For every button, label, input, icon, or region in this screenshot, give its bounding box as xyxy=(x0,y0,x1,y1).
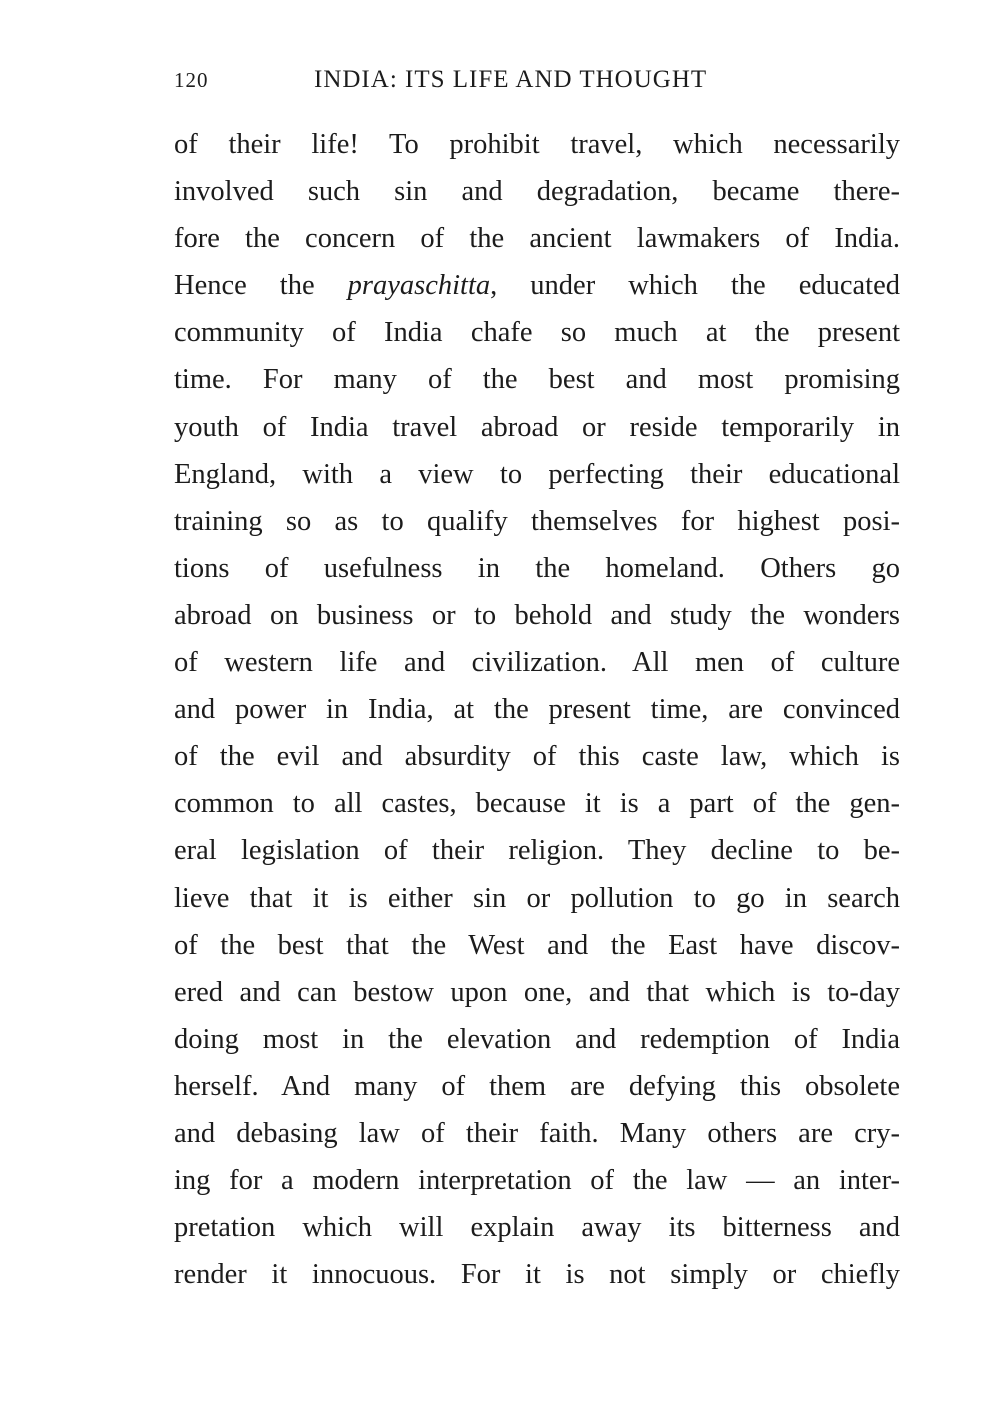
page-number: 120 xyxy=(174,68,209,92)
italic-term: prayaschitta xyxy=(347,270,491,302)
text-line: community of India chafe so much at the present xyxy=(174,317,900,349)
text-line: doing most in the elevation and redemption of India xyxy=(174,1023,900,1055)
text-line: and debasing law of their faith. Many others are cry- xyxy=(174,1117,900,1149)
text-line: of the best that the West and the East have discov- xyxy=(174,929,900,961)
text-line: tions of usefulness in the homeland. Others go xyxy=(174,552,900,584)
text-line: lieve that it is either sin or pollution to go in search xyxy=(174,882,900,914)
text-line: youth of India travel abroad or reside temporarily in xyxy=(174,411,900,443)
text-line: England, with a view to perfecting their educational xyxy=(174,458,900,490)
text-line: of western life and civilization. All men of culture xyxy=(174,647,900,679)
text-line: time. For many of the best and most promising xyxy=(174,364,900,396)
text-line: and power in India, at the present time, are convinced xyxy=(174,694,900,726)
text-line: abroad on business or to behold and study the wonders xyxy=(174,599,900,631)
text-line: eral legislation of their religion. They decline to be- xyxy=(174,835,900,867)
text-line: pretation which will explain away its bitterness and xyxy=(174,1212,900,1244)
text-segment: , under which the educated xyxy=(490,270,900,302)
text-line: involved such sin and degradation, became there- xyxy=(174,176,900,208)
text-line: render it innocuous. For it is not simply or chiefly xyxy=(174,1259,900,1291)
text-line: training so as to qualify themselves for highest posi- xyxy=(174,505,900,537)
text-line: herself. And many of them are defying this obsolete xyxy=(174,1070,900,1102)
text-line: ing for a modern interpretation of the law — an inter- xyxy=(174,1165,900,1197)
text-segment: Hence the xyxy=(174,270,348,302)
body-paragraph xyxy=(174,121,900,1298)
running-title: INDIA: ITS LIFE AND THOUGHT xyxy=(314,66,708,93)
text-line: of the evil and absurdity of this caste law, which is xyxy=(174,741,900,773)
text-line xyxy=(174,262,900,309)
text-line: fore the concern of the ancient lawmakers of India. xyxy=(174,223,900,255)
text-line: ered and can bestow upon one, and that which is to-day xyxy=(174,976,900,1008)
text-line: of their life! To prohibit travel, which necessarily xyxy=(174,129,900,160)
text-line: common to all castes, because it is a part of the gen- xyxy=(174,788,900,820)
running-head xyxy=(174,62,900,98)
